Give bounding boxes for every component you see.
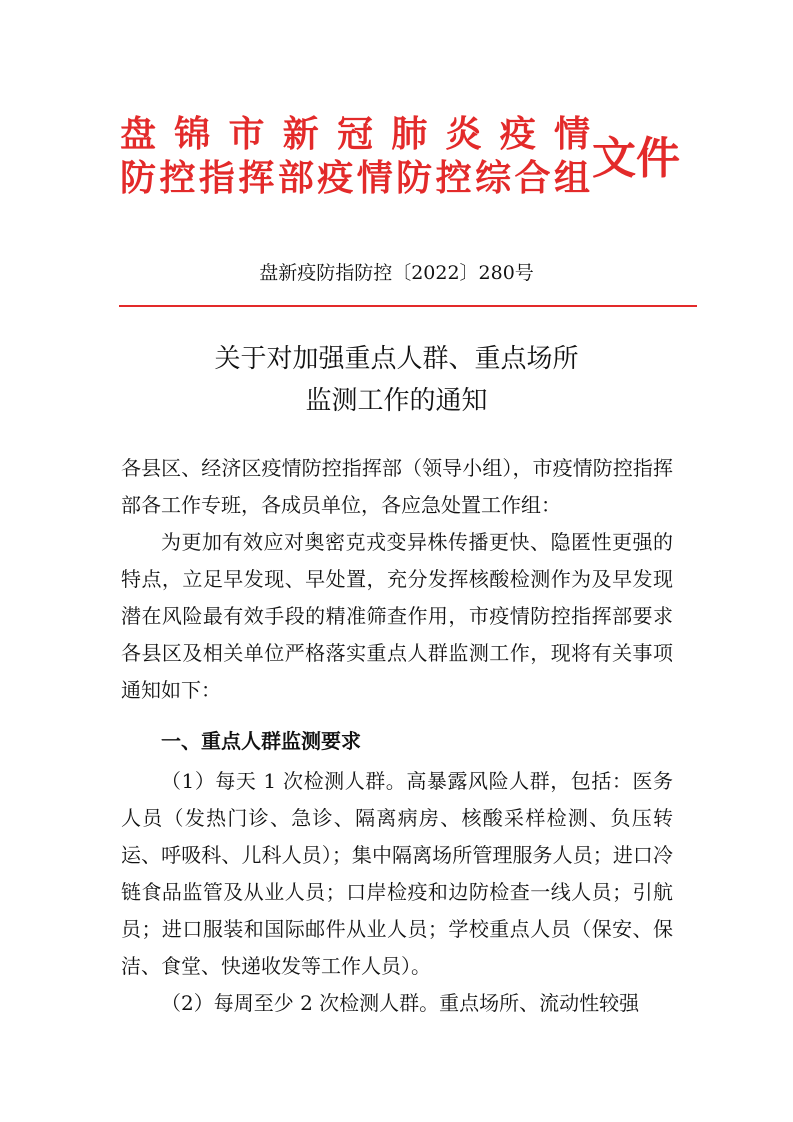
issuing-authority-title: [120, 112, 590, 200]
item-2-paragraph: （2）每周至少 2 次检测人群。重点场所、流动性较强: [161, 991, 640, 1015]
document-type-label: 文件: [592, 133, 680, 184]
red-divider-line: [119, 305, 697, 307]
notice-title: [0, 338, 793, 422]
intro-paragraph: 为更加有效应对奥密克戎变异株传播更快、隐匿性更强的 特点，立足早发现、早处置，充分发挥核酸检测作为及早发现潜在风险最有效手段的精准筛查作用，市疫情防控指挥部要求各县区及相关单位严格落实重点人群监测工作，现将有关事项通知如下：: [121, 530, 673, 702]
addressee-paragraph: 各县区、经济区疫情防控指挥部（领导小组），市疫情防控指挥部各工作专班，各成员单位，各应急处置工作组：: [121, 456, 673, 517]
notice-title-line-2: 监测工作的通知: [305, 386, 488, 416]
document-number: 盘新疫防指防控〔2022〕280号: [259, 262, 534, 284]
item-1-paragraph: （1）每天 1 次检测人群。高暴露风险人群，包括：医务人员（发热门诊、急诊、隔离病房、核酸采样检测、负压转运、呼吸科、儿科人员）；集中隔离场所管理服务人员；进口冷链食品监管及从业人员；口岸检疫和边防检查一线人员；引航员；进口服装和国际邮件从业人员；学校重点人员（保安、保洁、食堂、快递收发等工作人员）。: [121, 769, 673, 978]
section-heading-1: 一、重点人群监测要求: [161, 729, 361, 753]
issuing-authority-line-2: 防控指挥部疫情防控综合组: [120, 157, 590, 199]
notice-title-line-1: 关于对加强重点人群、重点场所: [214, 344, 579, 374]
issuing-authority-line-1: 盘锦市新冠肺炎疫情: [120, 113, 590, 155]
